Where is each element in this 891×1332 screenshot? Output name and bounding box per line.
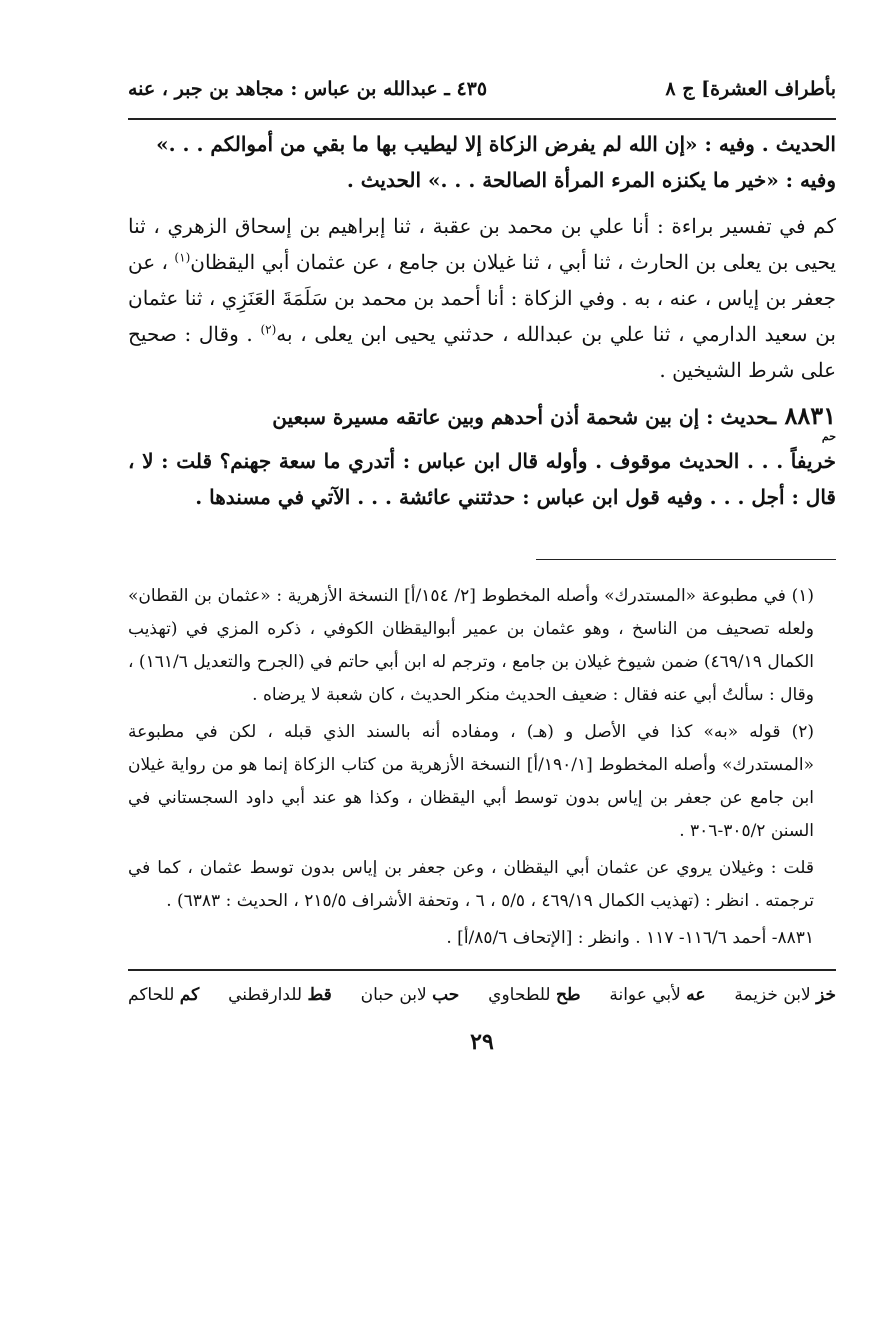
abbr-item: عه لأبي عوانة [609,985,706,1005]
footnote-ref-1[interactable]: (١) [174,250,191,265]
hadith-number: ٨٨٣١ ـ [769,401,836,430]
header-chapter-title: ٤٣٥ ـ عبدالله بن عباس : مجاهد بن جبر ، عنه [128,78,488,100]
main-text [128,126,836,515]
footnote-1: (١) في مطبوعة «المستدرك» وأصله المخطوط [٢/ ١٥٤/أ] النسخة الأزهرية : «عثمان بن القطان» ولعله تصحيف من الناسخ ، وهو عثمان بن عمير أبواليقظان الكوفي ، ذكره المزي في (تهذيب الكمال ٤٦٩/١٩) ضمن شيوخ غيلان بن جامع ، وترجم له ابن أبي حاتم في (الجرح والتعديل ١٦١/٦) ، وقال : سألتُ أبي عنه فقال : ضعيف الحديث منكر الحديث ، كان شعبة لا يرضاه . [128,586,815,705]
header-rule [128,118,836,120]
abbr-item: طح للطحاوي [488,985,581,1005]
abbr-item: خز لابن خزيمة [734,985,836,1005]
abbr-item: حب لابن حبان [360,985,460,1005]
footnote-2-note: قلت : وغيلان يروي عن عثمان أبي اليقظان ، وعن جعفر بن إياس بدون توسط عثمان ، كما في ترجمته . انظر : (تهذيب الكمال ٤٦٩/١٩ ، ٥/٥ ، ٦ ، وتحفة الأشراف ٢١٥/٥ ، الحديث : ٦٣٨٣) . [128,858,814,911]
footnote-ref-2[interactable]: (٢) [260,322,277,337]
header-book-title: بأطراف العشرة] ج ٨ [665,78,836,100]
footer-rule [128,969,836,971]
abbr-item: قط للدارقطني [228,985,332,1005]
book-page [128,78,836,1055]
footnote-rule [536,559,836,560]
footnotes [128,580,836,955]
marginal-source-code: حم [821,430,836,443]
isnad-part-3: . وقال : صحيح على شرط الشيخين . [128,322,836,382]
paragraph-hadith-continuation: الحديث . وفيه : «إن الله لم يفرض الزكاة إلا ليطيب بها ما بقي من أموالكم . . .» [156,132,836,156]
abbr-item: كم للحاكم [128,985,200,1005]
footnote-takhrij: ٨٨٣١- أحمد ١١٦/٦- ١١٧ . وانظر : [الإتحاف ٨٥/٦/أ] . [446,928,814,948]
paragraph-hadith-second: وفيه : «خير ما يكنزه المرء المرأة الصالحة . . .» الحديث . [346,168,836,192]
page-number: ٢٩ [470,1029,494,1055]
running-header [128,78,836,118]
hadith-text-2: خريفاً . . . الحديث موقوف . وأوله قال ابن عباس : أتدري ما سعة جهنم؟ قلت : لا ، قال : أجل . . . وفيه قول ابن عباس : حدثتني عائشة . . . الآتي في مسندها . [128,449,836,509]
isnad-part-1: كم في تفسير براءة : أنا علي بن محمد بن عقبة ، ثنا إبراهيم بن إسحاق الزهري ، ثنا يحيى بن يعلى بن الحارث ، ثنا أبي ، ثنا غيلان بن جامع ، عن عثمان أبي اليقظان [128,214,836,274]
hadith-text-1: حديث : إن بين شحمة أذن أحدهم وبين عاتقه مسيرة سبعين [272,405,770,429]
isnad-part-2: ، عن جعفر بن إياس ، عنه ، به . وفي الزكاة : أنا أحمد بن محمد بن سَلَمَةَ العَنَزِي ، ثنا عثمان بن سعيد الدارمي ، ثنا علي بن عبدالله ، حدثني يحيى ابن يعلى ، به [128,250,836,346]
abbreviation-key [128,985,836,1005]
footnote-2: (٢) قوله «به» كذا في الأصل و (هـ) ، ومفاده أنه بالسند الذي قبله ، لكن في مطبوعة «المستدرك» وأصله المخطوط [١٩٠/١/أ] النسخة الأزهرية من كتاب الزكاة إنما هو من رواية غيلان ابن جامع عن جعفر بن إياس بدون توسط أبي اليقظان ، وكذا هو عند أبي داود السجستاني في السنن ٣٠٥/٢-٣٠٦ . [128,722,814,841]
paragraph-isnad [128,208,836,388]
hadith-entry [128,398,836,515]
